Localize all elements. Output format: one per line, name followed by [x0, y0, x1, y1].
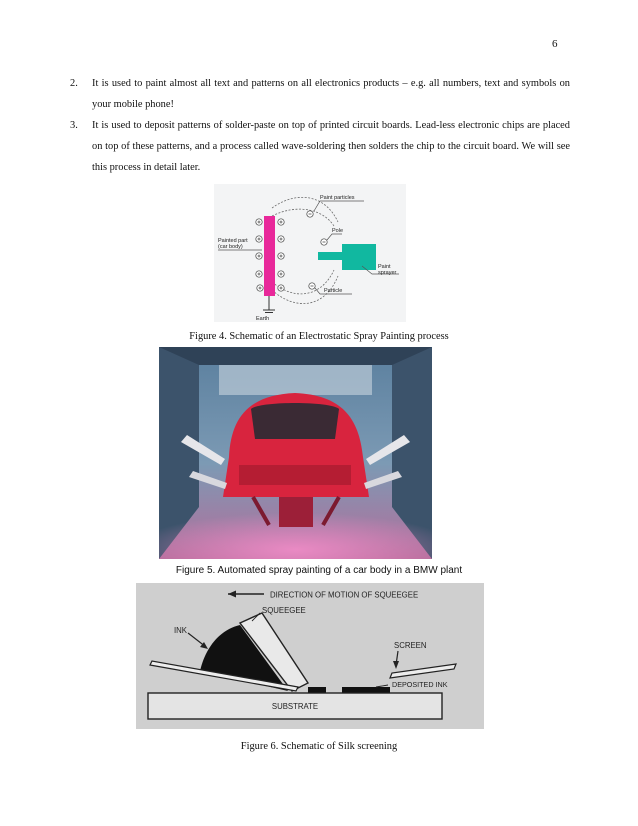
electrostatic-spray-diagram: [214, 184, 406, 322]
label-ink: INK: [174, 626, 187, 635]
label-pole: Pole: [332, 228, 344, 234]
car-underbody: [279, 497, 313, 527]
car-rear-window: [251, 403, 339, 439]
paint-sprayer: [342, 244, 376, 270]
deposited-ink-2: [342, 687, 390, 693]
label-painted-part: Painted part: [218, 238, 248, 244]
label-direction: DIRECTION OF MOTION OF SQUEEGEE: [270, 590, 419, 600]
booth-light-panel: [219, 365, 372, 395]
numbered-list: [70, 73, 570, 178]
diagram-background: [214, 184, 406, 322]
painted-part-rect: [264, 216, 275, 296]
list-item-number: 2.: [70, 78, 78, 89]
deposited-ink-1: [308, 687, 326, 693]
page-number: 6: [552, 38, 558, 50]
list-item-text: It is used to deposit patterns of solder-paste on top of printed circuit boards. Lead-less electronic chips are placed on top of these patterns, and a process called wave-soldering then solders the chip to the circuit board. We will see this process in detail later.: [92, 120, 570, 173]
label-substrate: SUBSTRATE: [271, 702, 319, 711]
label-paint: Paint: [378, 264, 391, 270]
label-sprayer: sprayer: [378, 270, 397, 276]
label-squeegee: SQUEEGEE: [262, 606, 306, 615]
label-paint-particles: Paint particles: [320, 195, 355, 201]
label-screen: SCREEN: [394, 641, 427, 650]
list-item-text: It is used to paint almost all text and patterns on all electronics products – e.g. all numbers, text and symbols on your mobile phone!: [92, 78, 570, 110]
label-deposited-ink: DEPOSITED INK: [392, 680, 448, 689]
car-body-photo: [159, 347, 432, 559]
sprayer-nozzle: [318, 252, 346, 260]
figure-6-caption: Figure 6. Schematic of Silk screening: [240, 741, 398, 752]
label-car-body: (car body): [218, 244, 243, 250]
list-item: [70, 73, 570, 115]
list-item: [70, 115, 570, 178]
label-particle: Particle: [324, 288, 343, 294]
list-item-number: 3.: [70, 120, 78, 131]
figure-5-caption: Figure 5. Automated spray painting of a car body in a BMW plant: [175, 565, 463, 576]
label-earth: Earth: [256, 316, 270, 322]
figure-4-caption: Figure 4. Schematic of an Electrostatic Spray Painting process: [189, 331, 449, 342]
silk-screening-diagram: [136, 583, 484, 729]
